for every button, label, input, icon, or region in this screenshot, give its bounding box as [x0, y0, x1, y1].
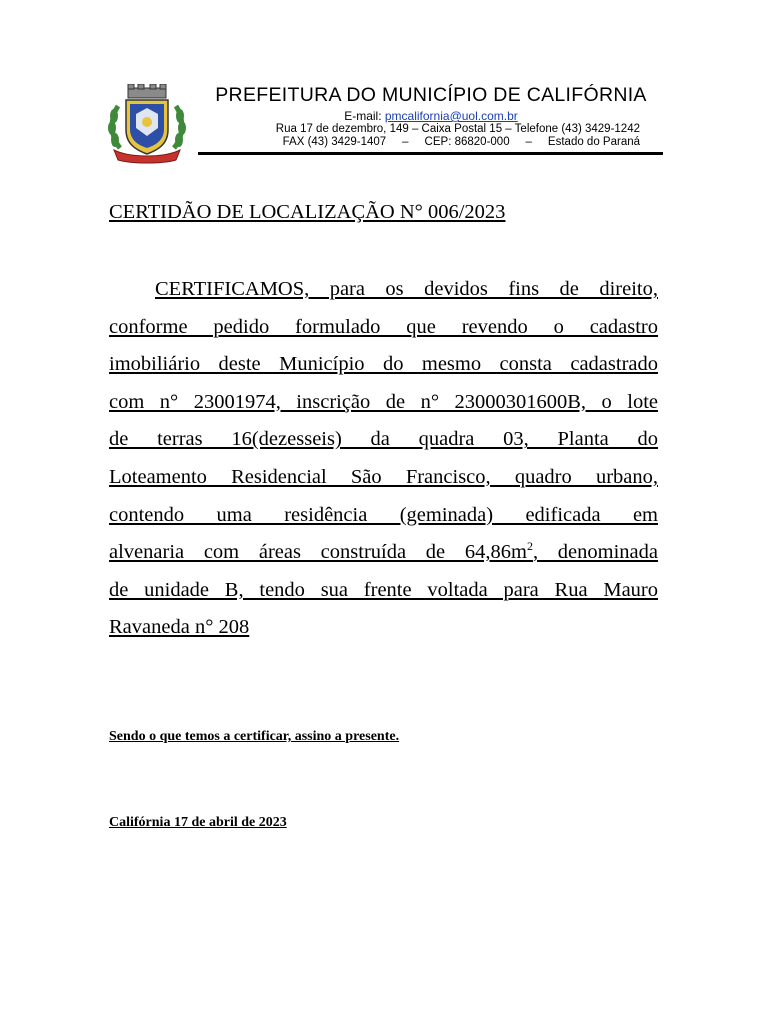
- area-superscript: 2: [526, 539, 533, 554]
- body-line: de terras 16(dezesseis) da quadra 03, Planta do: [109, 428, 658, 451]
- body-line: conforme pedido formulado que revendo o cadastro: [109, 315, 658, 338]
- area-suffix: , denominada: [532, 541, 658, 564]
- body-line: de unidade B, tendo sua frente voltada para Rua Mauro: [109, 578, 658, 601]
- issue-date: Califórnia 17 de abril de 2023: [109, 815, 287, 830]
- body-line: Loteamento Residencial São Francisco, quadro urbano,: [109, 465, 658, 488]
- body-line: com n° 23001974, inscrição de n° 23000301600B, o lote: [109, 390, 658, 413]
- body-line: contendo uma residência (geminada) edificada em: [109, 503, 658, 526]
- body-line: CERTIFICAMOS, para os devidos fins de direito,: [155, 278, 658, 300]
- area-text: alvenaria com áreas construída de 64,86m: [109, 541, 527, 564]
- body-line: imobiliário deste Município do mesmo consta cadastrado: [109, 353, 658, 376]
- header-email-line: [196, 109, 666, 123]
- coat-of-arms-icon: [104, 84, 190, 164]
- header-address: Rua 17 de dezembro, 149 – Caixa Postal 15 – Telefone (43) 3429-1242: [275, 123, 640, 135]
- email-link[interactable]: pmcalifornia@uol.com.br: [384, 109, 518, 123]
- body-line: Ravaneda n° 208: [109, 616, 250, 639]
- certificate-body: [109, 271, 658, 647]
- header-fax-cep: FAX (43) 3429-1407 – CEP: 86820-000 – Estado do Paraná: [282, 136, 640, 148]
- certificate-title: CERTIDÃO DE LOCALIZAÇÃO N° 006/2023: [109, 201, 506, 223]
- email-label: E-mail:: [344, 109, 385, 123]
- closing-statement: Sendo o que temos a certificar, assino a presente.: [109, 729, 400, 744]
- municipality-title: PREFEITURA DO MUNICÍPIO DE CALIFÓRNIA: [215, 84, 647, 106]
- header-divider: [198, 152, 663, 155]
- body-line-area: [109, 534, 658, 572]
